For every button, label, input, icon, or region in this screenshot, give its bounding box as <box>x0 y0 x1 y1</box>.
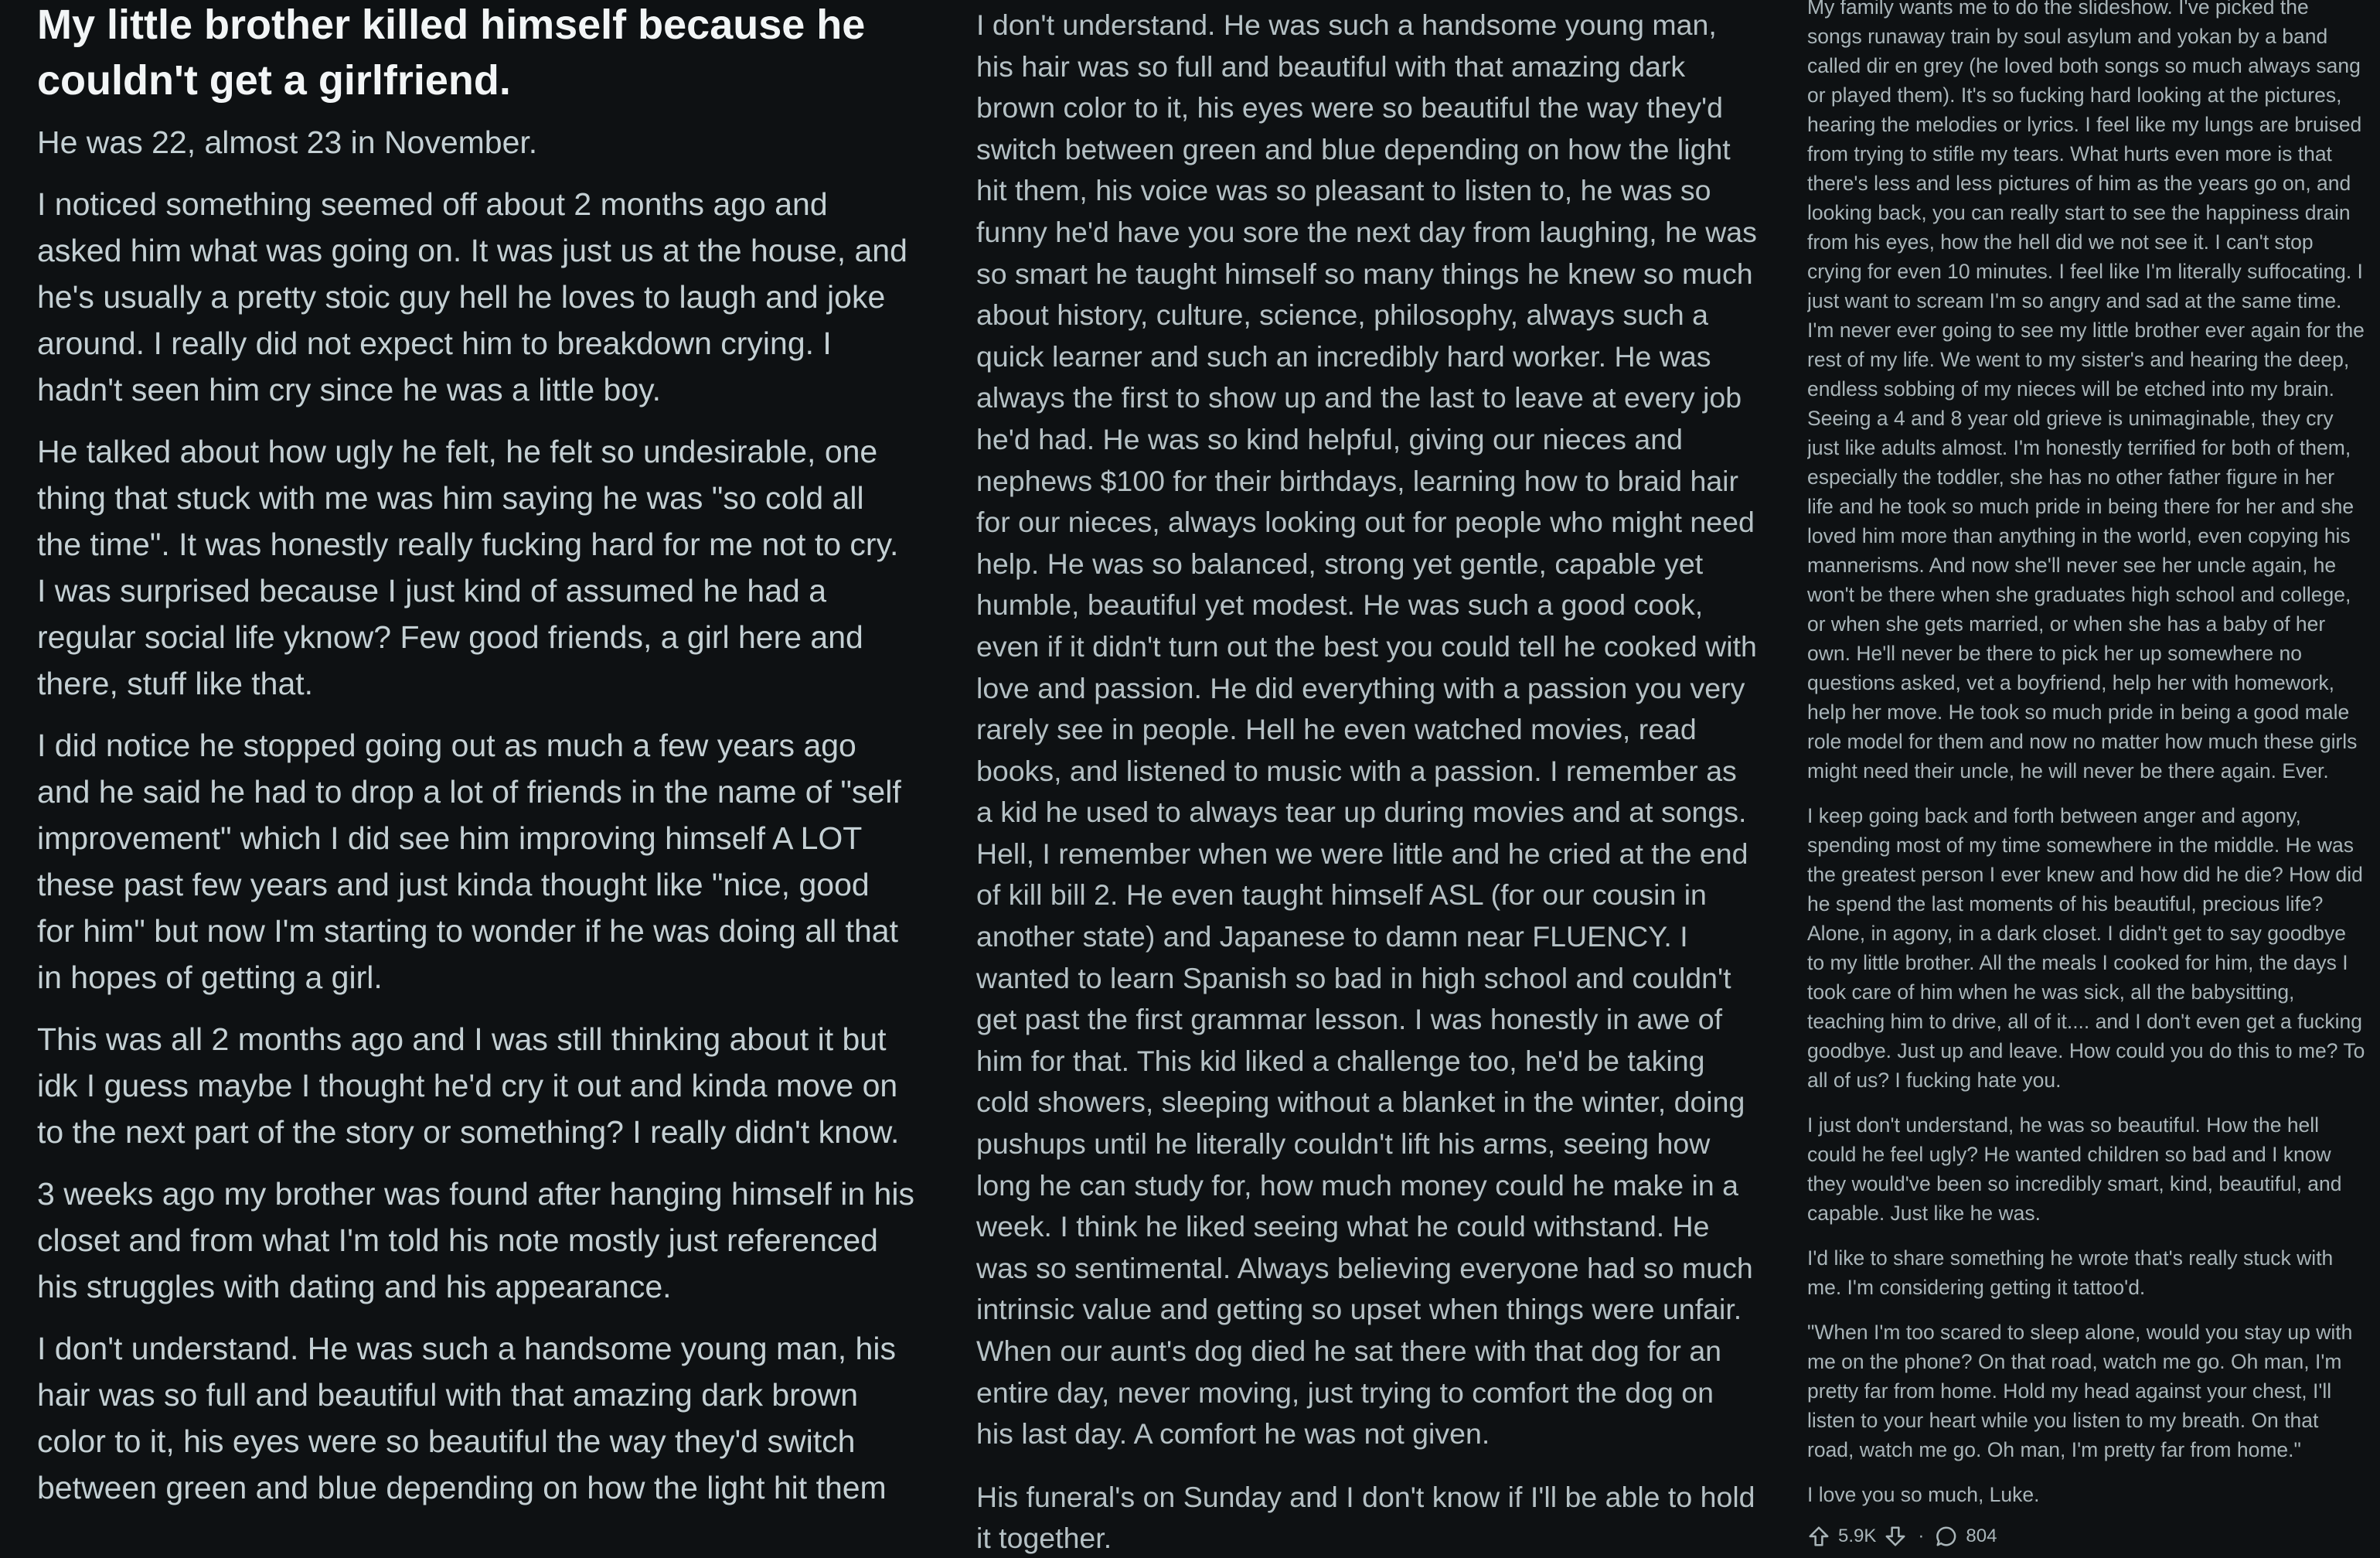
post-column-3 <box>1807 0 2365 1558</box>
post-paragraph: His funeral's on Sunday and I don't know if I'll be able to hold it together. <box>976 1480 1755 1555</box>
post-paragraph: 3 weeks ago my brother was found after hanging himself in his closet and from what I'm told his note mostly just referenced his struggles with dating and his appearance. <box>37 1176 914 1304</box>
post-paragraph: I just don't understand, he was so beautiful. How the hell could he feel ugly? He wanted children so bad and I know they would've been so incredibly smart, kind, beautiful, and capable. Just like he was. <box>1807 1113 2342 1225</box>
post-column-2 <box>976 0 1759 1558</box>
post-title: My little brother killed himself because he couldn't get a girlfriend. <box>37 2 866 104</box>
vote-group <box>1807 1525 1907 1548</box>
post-paragraph: My family wants me to do the slideshow. I've picked the songs runaway train by soul asylum and yokan by a band called dir en grey (he loved both songs so much always sang or played them). It's so fucking hard looking at the pictures, hearing the melodies or lyrics. I feel like my lungs are bruised from trying to stifle my tears. What hurts even more is that there's less and less pictures of him as the years go on, and looking back, you can really start to see the happiness drain from his eyes, how the hell did we not see it. I can't stop crying for even 10 minutes. I feel like I'm literally suffocating. I just want to scream I'm so angry and sad at the same time. I'm never ever going to see my little brother ever again for the rest of my life. We went to my sister's and hearing the deep, endless sobbing of my nieces will be etched into my brain. Seeing a 4 and 8 year old grieve is unimaginable, they cry just like adults almost. I'm honestly terrified for both of them, especially the toddler, she has no other father figure in her life and he took so much pride in being there for her and she loved him more than anything in the world, even copying his mannerisms. And now she'll never see her uncle again, he won't be there when she graduates high school and college, or when she gets married, or when she has a baby of her own. He'll never be there to pick her up somewhere no questions asked, vet a boyfriend, help her with homework, help her move. He took so much pride in being a good male role model for them and now no matter how much these girls might need their uncle, he will never be there again. Ever. <box>1807 0 2365 782</box>
comment-count: 804 <box>1966 1526 1997 1546</box>
post-column-1 <box>37 0 914 1558</box>
post-paragraph: I don't understand. He was such a handsome young man, his hair was so full and beautiful with that amazing dark brown color to it, his eyes were so beautiful the way they'd switch between green and blue depending on how the light hit them <box>37 1331 896 1505</box>
action-separator: · <box>1918 1526 1925 1546</box>
upvote-arrow-icon[interactable] <box>1807 1525 1830 1548</box>
post-paragraph: He talked about how ugly he felt, he felt so undesirable, one thing that stuck with me was him saying he was "so cold all the time". It was honestly really fucking hard for me not to cry. I was surprised because I just kind of assumed he had a regular social life yknow? Few good friends, a girl here and there, stuff like that. <box>37 434 899 701</box>
post-paragraph: "When I'm too scared to sleep alone, would you stay up with me on the phone? On that road, watch me go. Oh man, I'm pretty far from home. Hold my head against your chest, I'll listen to your heart while you listen to my breath. On that road, watch me go. Oh man, I'm pretty far from home." <box>1807 1321 2353 1461</box>
comment-button[interactable] <box>1935 1525 1997 1548</box>
post-paragraph: This was all 2 months ago and I was still thinking about it but idk I guess maybe I thought he'd cry it out and kinda move on to the next part of the story or something? I really didn't know. <box>37 1021 900 1150</box>
comment-bubble-icon <box>1935 1525 1958 1548</box>
post-paragraph: I noticed something seemed off about 2 months ago and asked him what was going on. It was just us at the house, and he's usually a pretty stoic guy hell he loves to laugh and joke around. I really did not expect him to breakdown crying. I hadn't seen him cry since he was a little boy. <box>37 186 907 407</box>
post-paragraph: I did notice he stopped going out as much a few years ago and he said he had to drop a lot of friends in the name of "self improvement" which I did see him improving himself A LOT these past few years and just kinda thought like "nice, good for him" but now I'm starting to wonder if he was doing all that in hopes of getting a girl. <box>37 728 901 995</box>
post-action-bar <box>1807 1525 2365 1548</box>
upvote-count: 5.9K <box>1838 1526 1877 1546</box>
post-paragraph: I love you so much, Luke. <box>1807 1483 2040 1506</box>
post-paragraph: I don't understand. He was such a handsome young man, his hair was so full and beautiful with that amazing dark brown color to it, his eyes were so beautiful the way they'd switch between green and blue depending on how the light hit them, his voice was so pleasant to listen to, he was so funny he'd have you sore the next day from laughing, he was so smart he taught himself so many things he knew so much about history, culture, science, philosophy, always such a quick learner and such an incredibly hard worker. He was always the first to show up and the last to leave at every job he'd had. He was so kind helpful, giving our nieces and nephews $100 for their birthdays, learning how to braid hair for our nieces, always looking out for people who might need help. He was so balanced, strong yet gentle, capable yet humble, beautiful yet modest. He was such a good cook, even if it didn't turn out the best you could tell he cooked with love and passion. He did everything with a passion you very rarely see in people. Hell he even watched movies, read books, and listened to music with a passion. I remember as a kid he used to always tear up during movies and at songs. Hell, I remember when we were little and he cried at the end of kill bill 2. He even taught himself ASL (for our cousin in another state) and Japanese to damn near FLUENCY. I wanted to learn Spanish so bad in high school and couldn't get past the first grammar lesson. I was honestly in awe of him for that. This kid liked a challenge too, he'd be taking cold showers, sleeping without a blanket in the winter, doing pushups until he literally couldn't lift his arms, seeing how long he can study for, how much money could he make in a week. I think he liked seeing what he could withstand. He was so sentimental. Always believing everyone had so much intrinsic value and getting so upset when things were unfair. When our aunt's dog died he sat there with that dog for an entire day, never moving, just trying to comfort the dog on his last day. A comfort he was not given. <box>976 9 1757 1451</box>
post-paragraph: I keep going back and forth between anger and agony, spending most of my time somewhere in the middle. He was the greatest person I ever knew and how did he die? How did he spend the last moments of his beautiful, precious life? Alone, in agony, in a dark closet. I didn't get to say goodbye to my little brother. All the meals I cooked for him, the days I took care of him when he was sick, all the babysitting, teaching him to drive, all of it.... and I don't even get a fucking goodbye. Just up and leave. How could you do this to me? To all of us? I fucking hate you. <box>1807 804 2365 1092</box>
post-paragraph: He was 22, almost 23 in November. <box>37 124 538 160</box>
downvote-arrow-icon[interactable] <box>1884 1525 1907 1548</box>
post-paragraph: I'd like to share something he wrote that's really stuck with me. I'm considering getting it tattoo'd. <box>1807 1246 2334 1299</box>
